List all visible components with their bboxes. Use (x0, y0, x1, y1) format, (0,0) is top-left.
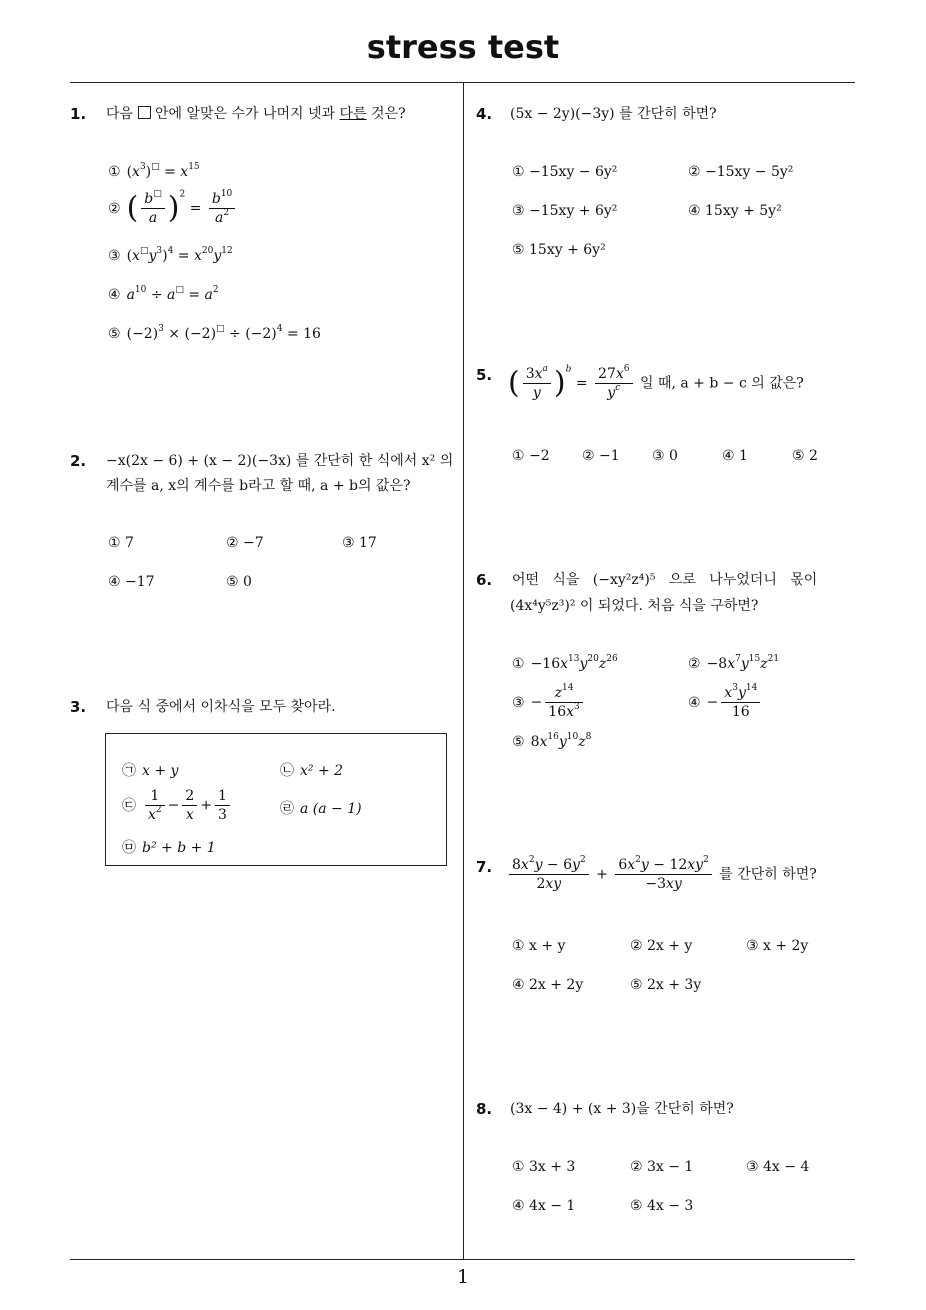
page-number: 1 (456, 1266, 470, 1288)
choice-5[interactable]: ⑤ 2 (792, 448, 818, 464)
question-stem: (5x − 2y)(−3y) 를 간단히 하면? (510, 106, 717, 122)
choice-1[interactable]: ① $-16x^{13}y^{20}z^{26}$ (512, 654, 618, 672)
question-number: 7. (476, 858, 493, 876)
question-stem-line-2: 계수를 a, x의 계수를 b라고 할 때, a + b의 값은? (106, 478, 411, 494)
choice-1[interactable]: ① 3x + 3 (512, 1159, 576, 1175)
choice-1[interactable]: ① $(x^3)^□ = x^{15}$ (108, 162, 200, 180)
blank-box-icon (138, 106, 151, 119)
question-number: 6. (476, 571, 493, 589)
choice-5[interactable]: ⑤ 4x − 3 (630, 1198, 694, 1214)
question-stem: $\frac{8x^2y - 6y^2}{2xy}$ + $\frac{6x^2y - 12xy^2}{-3xy}$ 를 간단히 하면? (506, 856, 817, 893)
choice-2[interactable]: ② −7 (226, 535, 264, 551)
choice-4[interactable]: ④ 1 (722, 448, 748, 464)
question-stem-line-2: (4x⁴y⁵z³)² 이 되었다. 처음 식을 구하면? (510, 598, 759, 614)
question-stem: ( $\frac{3x^a}{y}$ )$^b$ = $\frac{27x^6}{y^c}$ 일 때, a + b − c 의 값은? (508, 364, 804, 401)
column-divider (463, 82, 464, 1260)
choice-2[interactable]: ② 2x + y (630, 938, 693, 954)
choice-2[interactable]: ② 3x − 1 (630, 1159, 694, 1175)
choice-5[interactable]: ⑤ $8x^{16}y^{10}z^8$ (512, 732, 592, 750)
choice-4[interactable]: ④ − $\frac{x^3y^{14}}{16}$ (688, 684, 763, 721)
question-number: 5. (476, 366, 493, 384)
choice-2[interactable]: ② −1 (582, 448, 620, 464)
expression-item-4: ㉣ a (a − 1) (280, 801, 362, 817)
choice-4[interactable]: ④ −17 (108, 574, 155, 590)
choice-3[interactable]: ③ 0 (652, 448, 678, 464)
question-stem: 다음 식 중에서 이차식을 모두 찾아라. (106, 699, 336, 715)
question-number: 8. (476, 1100, 493, 1118)
choice-4[interactable]: ④ 15xy + 5y² (688, 203, 782, 219)
choice-4[interactable]: ④ 4x − 1 (512, 1198, 576, 1214)
choice-2[interactable]: ② −15xy − 5y² (688, 164, 794, 180)
question-number: 2. (70, 452, 87, 470)
choice-4[interactable]: ④ $a^{10} \div a^□ = a^2$ (108, 285, 219, 303)
choice-1[interactable]: ① −15xy − 6y² (512, 164, 618, 180)
choice-2[interactable]: ② ( $\frac{b^□}{a}$ )$^2$ = $\frac{b^{10}}{a^2}$ (108, 190, 238, 227)
question-stem: (3x − 4) + (x + 3)을 간단히 하면? (510, 1101, 734, 1117)
choice-5[interactable]: ⑤ 15xy + 6y² (512, 242, 606, 258)
choice-5[interactable]: ⑤ 0 (226, 574, 252, 590)
choice-3[interactable]: ③ − $\frac{z^{14}}{16x^3}$ (512, 684, 586, 721)
expression-item-2: ㉡ x² + 2 (280, 763, 344, 779)
choice-1[interactable]: ① 7 (108, 535, 134, 551)
choice-1[interactable]: ① x + y (512, 938, 566, 954)
choice-5[interactable]: ⑤ 2x + 3y (630, 977, 702, 993)
question-stem: 다음 안에 알맞은 수가 나머지 넷과 다른 것은? (106, 106, 406, 122)
choice-3[interactable]: ③ $(x^□y^3)^4 = x^{20}y^{12}$ (108, 246, 233, 264)
choice-3[interactable]: ③ x + 2y (746, 938, 809, 954)
choice-1[interactable]: ① −2 (512, 448, 550, 464)
bottom-rule (70, 1259, 855, 1260)
page-title: stress test (366, 28, 560, 66)
choice-3[interactable]: ③ 17 (342, 535, 377, 551)
choice-3[interactable]: ③ 4x − 4 (746, 1159, 810, 1175)
question-stem-line-1: 어떤 식을 (−xy²z⁴)⁵ 으로 나누었더니 몫이 (512, 572, 818, 588)
choice-3[interactable]: ③ −15xy + 6y² (512, 203, 618, 219)
choice-5[interactable]: ⑤ $(-2)^3 \times (-2)^□ \div (-2)^4 = 16$ (108, 324, 321, 342)
question-number: 1. (70, 105, 87, 123)
question-number: 4. (476, 105, 493, 123)
question-stem-line-1: −x(2x − 6) + (x − 2)(−3x) 를 간단히 한 식에서 x² 의 (106, 453, 454, 469)
expression-item-3: ㉢ $\frac{1}{x^2}$ − $\frac{2}{x}$ + $\frac{1}{3}$ (122, 787, 233, 824)
expression-item-1: ㉠ x + y (122, 763, 179, 779)
question-number: 3. (70, 698, 87, 716)
expression-item-5: ㉤ b² + b + 1 (122, 840, 216, 856)
choice-2[interactable]: ② $-8x^7y^{15}z^{21}$ (688, 654, 780, 672)
choice-4[interactable]: ④ 2x + 2y (512, 977, 584, 993)
